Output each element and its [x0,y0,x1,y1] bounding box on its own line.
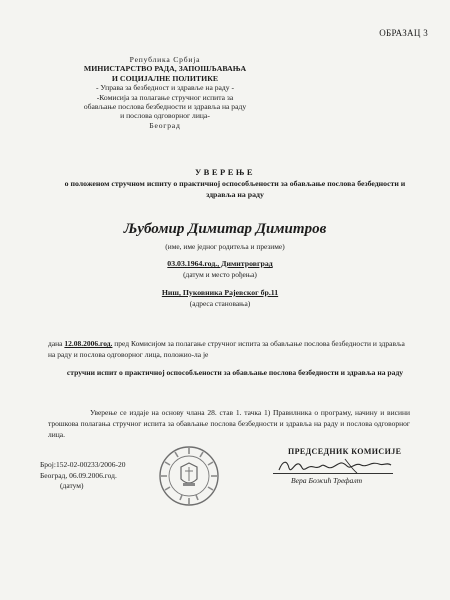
exam-statement [48,338,408,360]
document-title: УВЕРЕЊЕ [194,167,256,177]
exam-statement-text: пред Комисијом за полагање стручног испита за обављање послова безбедности и здравља на раду и послова одговорног лица, положио-ла је [48,339,405,359]
president-name: Вера Божић Трефалт [291,476,363,485]
reference-number: Број:152-02-00233/2006-20 [40,460,126,469]
date-caption: (датум) [60,481,84,490]
address-caption: (адреса становања) [189,299,251,308]
header-commission-end: и послова одговорног лица- [120,111,210,121]
reference-block [40,460,126,492]
holder-name: Љубомир Димитар Димитров [123,221,327,237]
issuer-header [40,55,290,130]
legal-basis: Уверење се издаје на основу члана 28. став 1. тачка 1) Правилника о програму, начину и висини трошкова полагања стручног испита за обављање послова безбедности и здравља на раду и послова одговорног лица. [48,408,410,439]
residence-address: Ниш, Пуковника Рајевског бр.11 [161,288,279,297]
president-title: ПРЕДСЕДНИК КОМИСИЈЕ [288,447,402,456]
header-commission-cont: обављање послова безбедности и здравља на раду [83,102,247,112]
exam-statement-prefix: дана [48,339,63,348]
signature-line [273,473,393,474]
issue-place-date: Београд, 06.09.2006.год. [40,470,117,480]
document-subtitle: о положеном стручном испиту о практичној оспособљености за обављање послова безбедности и здравља на раду [64,179,406,199]
birth-caption: (датум и место рођења) [183,270,257,279]
birth-date-place: 03.03.1964.год., Димитровград [167,259,273,268]
header-directorate: - Управа за безбедност и здравље на раду - [96,83,234,93]
header-city: Београд [149,120,181,130]
header-ministry-cont: И СОЦИЈАЛНЕ ПОЛИТИКЕ [111,73,219,83]
official-seal-icon [158,445,220,507]
header-commission: -Комисија за полагање стручног испита за [96,92,234,102]
holder-name-caption: (име, име једног родитеља и презиме) [165,242,285,251]
exam-date: 12.08.2006.год. [64,339,113,348]
header-ministry: МИНИСТАРСТВО РАДА, ЗАПОШЉАВАЊА [83,64,247,74]
header-republic: Република Србија [129,55,201,64]
exam-name: стручни испит о практичној оспособљености за обављање послова безбедности и здравља на раду [66,368,404,377]
form-number: ОБРАЗАЦ 3 [379,28,428,38]
